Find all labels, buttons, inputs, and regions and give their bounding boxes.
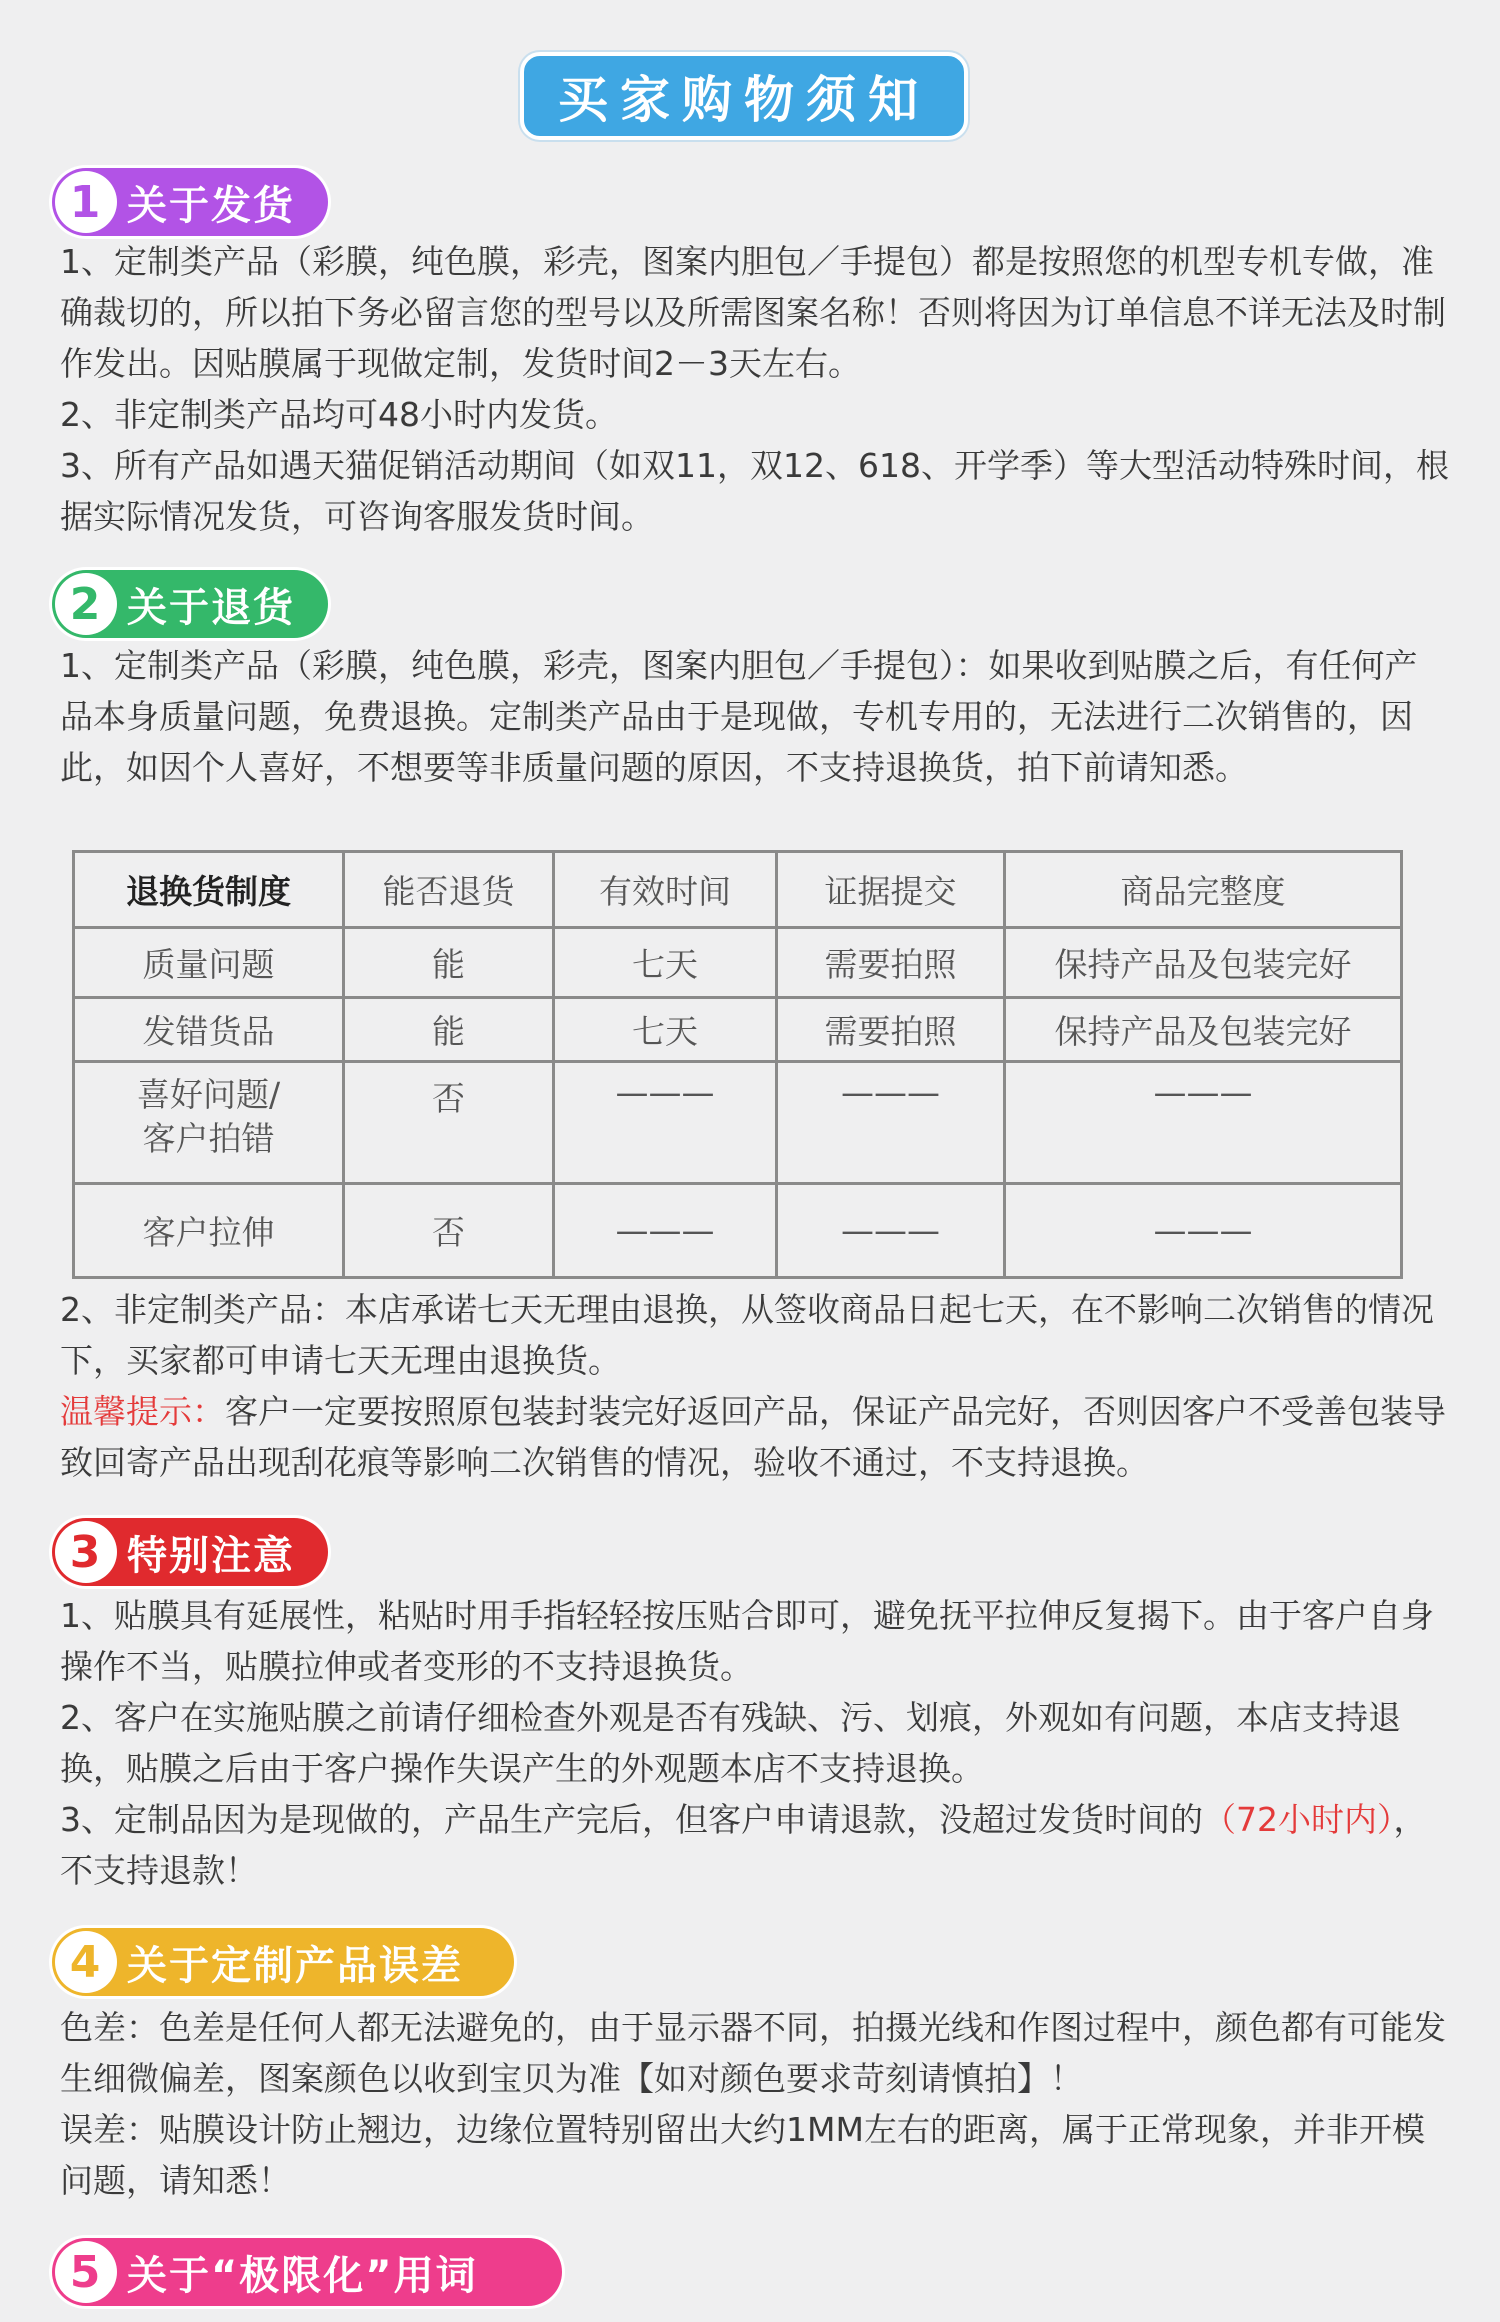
special-p3-tail: ，不支持退款！ bbox=[60, 1800, 1427, 1890]
table-header-cell: 商品完整度 bbox=[1005, 852, 1402, 928]
table-cell: ——— bbox=[554, 1062, 777, 1184]
table-cell: 保持产品及包装完好 bbox=[1005, 928, 1402, 998]
section-header-returns bbox=[52, 570, 328, 638]
section-number: 2 bbox=[55, 573, 117, 635]
table-header-row bbox=[74, 852, 1402, 928]
table-cell: ——— bbox=[777, 1062, 1005, 1184]
special-paragraph-1: 1、贴膜具有延展性，粘贴时用手指轻轻按压贴合即可，避免抚平拉伸反复揭下。由于客户自身操作不当，贴膜拉伸或者变形的不支持退换货。 bbox=[60, 1596, 1434, 1686]
table-cell: ——— bbox=[1005, 1184, 1402, 1278]
shipping-paragraph-1: 1、定制类产品（彩膜，纯色膜，彩壳，图案内胆包／手提包）都是按照您的机型专机专做，准确裁切的，所以拍下务必留言您的型号以及所需图案名称！否则将因为订单信息不详无法及时制作发出。因贴膜属于现做定制，发货时间2－3天左右。 bbox=[60, 242, 1446, 383]
table-row bbox=[74, 928, 1402, 998]
table-cell: ——— bbox=[777, 1184, 1005, 1278]
section-header-shipping bbox=[52, 168, 328, 236]
table-row bbox=[74, 998, 1402, 1062]
shipping-paragraph-2: 2、非定制类产品均可48小时内发货。 bbox=[60, 395, 618, 434]
table-cell: 七天 bbox=[554, 928, 777, 998]
table-cell: 发错货品 bbox=[74, 998, 344, 1062]
table-cell: 质量问题 bbox=[74, 928, 344, 998]
section-header-custom-errors bbox=[52, 1928, 514, 1996]
table-cell: 需要拍照 bbox=[777, 998, 1005, 1062]
table-cell: ——— bbox=[1005, 1062, 1402, 1184]
section-number: 4 bbox=[55, 1931, 117, 1993]
table-header-cell: 能否退货 bbox=[344, 852, 554, 928]
returns-intro: 1、定制类产品（彩膜，纯色膜，彩壳，图案内胆包／手提包）：如果收到贴膜之后，有任何产品本身质量问题，免费退换。定制类产品由于是现做，专机专用的，无法进行二次销售的，因此，如因个人喜好，不想要等非质量问题的原因，不支持退换货，拍下前请知悉。 bbox=[60, 646, 1418, 787]
table-row bbox=[74, 1184, 1402, 1278]
warm-tip-label: 温馨提示： bbox=[60, 1392, 225, 1431]
special-p3-highlight: （72小时内） bbox=[1203, 1800, 1394, 1839]
table-cell: 否 bbox=[344, 1062, 554, 1184]
table-cell: 能 bbox=[344, 998, 554, 1062]
section-number: 1 bbox=[55, 171, 117, 233]
table-cell: ——— bbox=[554, 1184, 777, 1278]
section-header-extreme-words bbox=[52, 2238, 562, 2306]
section-number: 3 bbox=[55, 1521, 117, 1583]
section-number: 5 bbox=[55, 2241, 117, 2303]
warm-tip-text: 客户一定要按照原包装封装完好返回产品，保证产品完好，否则因客户不受善包装导致回寄产品出现刮花痕等影响二次销售的情况，验收不通过，不支持退换。 bbox=[60, 1392, 1446, 1482]
page-title: 买家购物须知 bbox=[520, 52, 968, 140]
special-p3-text: 3、定制品因为是现做的，产品生产完后，但客户申请退款，没超过发货时间的 bbox=[60, 1800, 1203, 1839]
table-header-cell: 证据提交 bbox=[777, 852, 1005, 928]
shipping-paragraph-3: 3、所有产品如遇天猫促销活动期间（如双11，双12、618、开学季）等大型活动特殊时间，根据实际情况发货，可咨询客服发货时间。 bbox=[60, 446, 1449, 536]
special-paragraph-3 bbox=[60, 1794, 1450, 1896]
table-cell: 客户拉伸 bbox=[74, 1184, 344, 1278]
table-cell: 保持产品及包装完好 bbox=[1005, 998, 1402, 1062]
section-title: 关于退货 bbox=[127, 584, 295, 631]
section-title: 关于“极限化”用词 bbox=[127, 2252, 478, 2299]
table-header-cell: 退换货制度 bbox=[74, 852, 344, 928]
section-title: 关于定制产品误差 bbox=[127, 1942, 463, 1989]
table-cell: 需要拍照 bbox=[777, 928, 1005, 998]
table-cell: 七天 bbox=[554, 998, 777, 1062]
special-paragraph-2: 2、客户在实施贴膜之前请仔细检查外观是否有残缺、污、划痕，外观如有问题，本店支持退换，贴膜之后由于客户操作失误产生的外观题本店不支持退换。 bbox=[60, 1698, 1401, 1788]
table-cell: 能 bbox=[344, 928, 554, 998]
returns-after-paragraph: 2、非定制类产品：本店承诺七天无理由退换，从签收商品日起七天，在不影响二次销售的情况下，买家都可申请七天无理由退换货。 bbox=[60, 1290, 1434, 1380]
table-cell: 喜好问题/ 客户拍错 bbox=[74, 1062, 344, 1184]
section-title: 特别注意 bbox=[127, 1532, 295, 1579]
section-title: 关于发货 bbox=[127, 182, 295, 229]
table-row bbox=[74, 1062, 1402, 1184]
warm-tip-paragraph bbox=[60, 1386, 1450, 1488]
table-header-cell: 有效时间 bbox=[554, 852, 777, 928]
error-paragraph-1: 色差：色差是任何人都无法避免的，由于显示器不同，拍摄光线和作图过程中，颜色都有可能发生细微偏差，图案颜色以收到宝贝为准【如对颜色要求苛刻请慎拍】！ bbox=[60, 2008, 1446, 2098]
table-cell: 否 bbox=[344, 1184, 554, 1278]
error-paragraph-2: 误差：贴膜设计防止翘边，边缘位置特别留出大约1MM左右的距离，属于正常现象，并非开模问题，请知悉！ bbox=[60, 2110, 1425, 2200]
returns-policy-table bbox=[72, 850, 1403, 1279]
section-header-special-notes bbox=[52, 1518, 328, 1586]
